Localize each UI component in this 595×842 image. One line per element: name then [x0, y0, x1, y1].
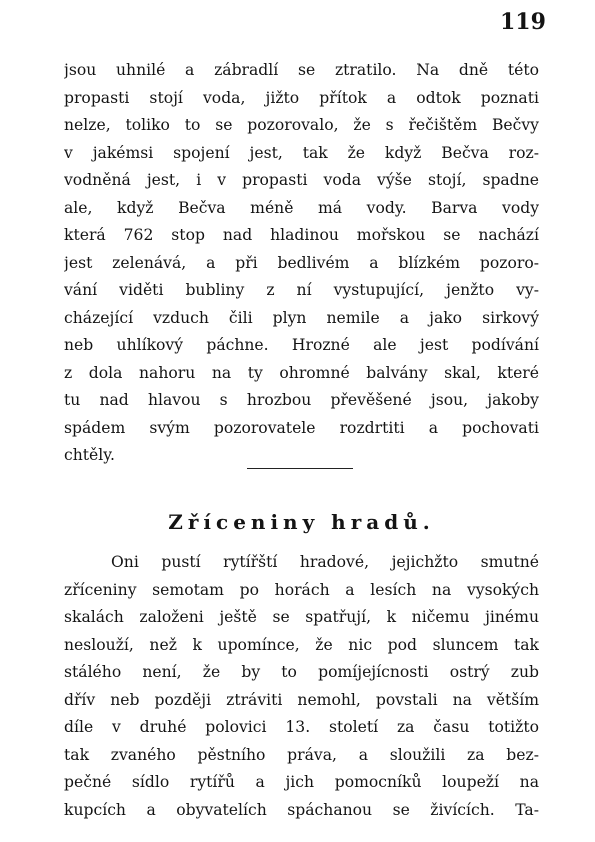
text-line: propasti stojí voda, jižto přítok a odtok poznati — [64, 88, 539, 107]
section-heading: Zříceniny hradů. — [168, 510, 435, 534]
text-line: ale, když Bečva méně má vody. Barva vody — [64, 198, 539, 217]
text-line: vání viděti bubliny z ní vystupující, jenžto vy- — [64, 281, 539, 299]
text-line: nelze, toliko to se pozorovalo, že s řečištěm Bečvy — [64, 116, 539, 134]
text-line: skalách založeni ještě se spatřují, k ničemu jinému — [64, 608, 539, 626]
text-line: spádem svým pozorovatele rozdrtiti a pochovati — [64, 418, 539, 437]
text-line: chtěly. — [64, 446, 115, 464]
paragraph-2 — [64, 549, 539, 824]
text-line: která 762 stop nad hladinou mořskou se nachází — [64, 226, 539, 244]
text-line: neb uhlíkový páchne. Hrozné ale jest podívání — [64, 336, 539, 354]
text-line: kupcích a obyvatelích spáchanou se živících. Ta- — [64, 800, 539, 819]
text-line: stálého není, že by to pomíjejícnosti ostrý zub — [64, 663, 539, 681]
text-line: Oni pustí rytířští hradové, jejichžto smutné — [111, 553, 539, 571]
text-line: neslouží, než k upomínce, že nic pod sluncem tak — [64, 635, 539, 654]
paragraph-1 — [64, 57, 539, 470]
text-line: cházející vzduch čili plyn nemile a jako sirkový — [64, 308, 539, 327]
text-line: díle v druhé polovici 13. století za času totižto — [64, 718, 539, 736]
text-line: z dola nahoru na ty ohromné balvány skal, které — [64, 363, 539, 382]
text-line: dřív neb později ztráviti nemohl, povstali na větším — [64, 690, 539, 709]
text-line: pečné sídlo rytířů a jich pomocníků loupeží na — [64, 773, 539, 791]
text-line: vodněná jest, i v propasti voda výše stojí, spadne — [64, 171, 539, 189]
text-line: v jakémsi spojení jest, tak že když Bečva roz- — [64, 143, 539, 162]
text-line: tak zvaného pěstního práva, a sloužili za bez- — [64, 745, 539, 764]
text-line: zříceniny semotam po horách a lesích na vysokých — [64, 580, 539, 599]
text-line: tu nad hlavou s hrozbou převěšené jsou, jakoby — [64, 391, 539, 409]
text-line: jest zelenává, a při bedlivém a blízkém pozoro- — [64, 253, 539, 272]
page-number: 119 — [500, 9, 546, 35]
section-divider — [247, 468, 353, 469]
text-line: jsou uhnilé a zábradlí se ztratilo. Na dně této — [64, 61, 539, 79]
